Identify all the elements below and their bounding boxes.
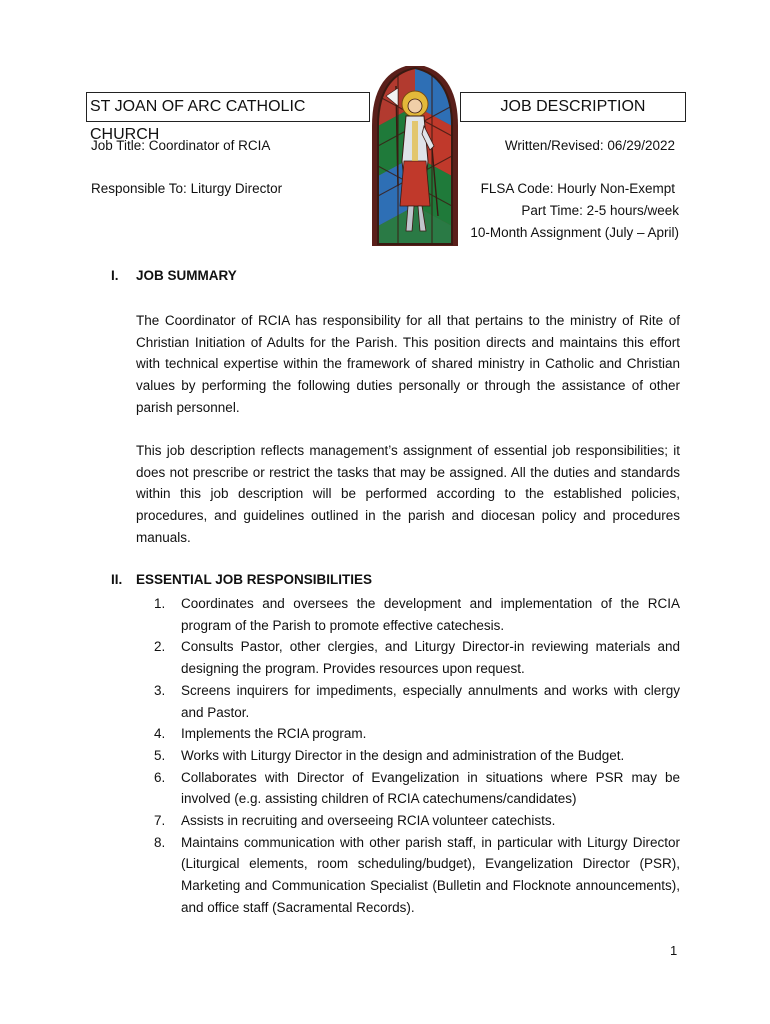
item-number: 6. (154, 769, 166, 785)
summary-paragraph: This job description reflects management’s assignment of essential job responsibilities; it does not prescribe or restrict the tasks that may be assigned. All the duties and standards within this job description will be performed according to the established policies, procedures, and guidelines outlined in the parish and diocesan policy and procedures manuals. (136, 443, 680, 545)
item-number: 3. (154, 682, 166, 698)
section-number: I. (111, 268, 119, 283)
assignment-term: 10-Month Assignment (July – April) (470, 225, 679, 240)
summary-paragraph: The Coordinator of RCIA has responsibility for all that pertains to the ministry of Rite of Christian Initiation of Adults for the Parish. This position directs and maintains this effort with technical expertise within the framework of shared ministry in Catholic and Christian values by performing the following duties personally or through the assistance of other parish personnel. (136, 313, 680, 415)
list-item (154, 593, 680, 636)
stained-glass-window-icon (368, 66, 462, 246)
list-item (154, 767, 680, 810)
item-text: Screens inquirers for impediments, especially annulments and works with clergy and Pastor. (181, 682, 680, 720)
item-text: Collaborates with Director of Evangelization in situations where PSR may be involved (e.g. assisting children of RCIA catechumens/candidates) (181, 769, 680, 807)
section-title: JOB SUMMARY (136, 268, 237, 283)
list-item (154, 810, 680, 832)
item-number: 8. (154, 834, 166, 850)
item-text: Maintains communication with other parish staff, in particular with Liturgy Director (Liturgical elements, room scheduling/budget), Evangelization Director (PSR), Marketing and Communication Specialist (Bulletin and Flocknote announcements), and office staff (Sacramental Records). (181, 834, 680, 915)
doc-type-box (460, 92, 686, 122)
list-item (154, 723, 680, 745)
item-number: 2. (154, 639, 166, 655)
item-number: 5. (154, 747, 166, 763)
doc-type-title: JOB DESCRIPTION (500, 98, 646, 115)
list-item (154, 636, 680, 679)
item-number: 7. (154, 813, 166, 829)
church-name-box (86, 92, 370, 143)
list-item (154, 832, 680, 919)
item-number: 4. (154, 726, 166, 742)
church-name: ST JOAN OF ARC CATHOLIC CHURCH (90, 98, 306, 143)
item-number: 1. (154, 596, 166, 611)
section-number: II. (111, 572, 123, 587)
responsibilities-list (154, 593, 680, 919)
job-title: Job Title: Coordinator of RCIA (91, 138, 271, 153)
item-text: Implements the RCIA program. (181, 726, 367, 742)
section-title: ESSENTIAL JOB RESPONSIBILITIES (136, 572, 373, 587)
responsible-to: Responsible To: Liturgy Director (91, 181, 283, 196)
item-text: Coordinates and oversees the development and implementation of the RCIA program of the Parish to promote effective catechesis. (181, 596, 680, 633)
item-text: Assists in recruiting and overseeing RCIA volunteer catechists. (181, 813, 556, 829)
item-text: Consults Pastor, other clergies, and Liturgy Director-in reviewing materials and designing the program. Provides resources upon request. (181, 639, 680, 677)
written-revised: Written/Revised: 06/29/2022 (504, 138, 675, 153)
flsa-code: FLSA Code: Hourly Non-Exempt (480, 181, 675, 196)
list-item (154, 745, 680, 767)
page-number: 1 (670, 943, 678, 958)
part-time: Part Time: 2-5 hours/week (521, 203, 679, 218)
item-text: Works with Liturgy Director in the design and administration of the Budget. (181, 747, 625, 763)
list-item (154, 680, 680, 723)
